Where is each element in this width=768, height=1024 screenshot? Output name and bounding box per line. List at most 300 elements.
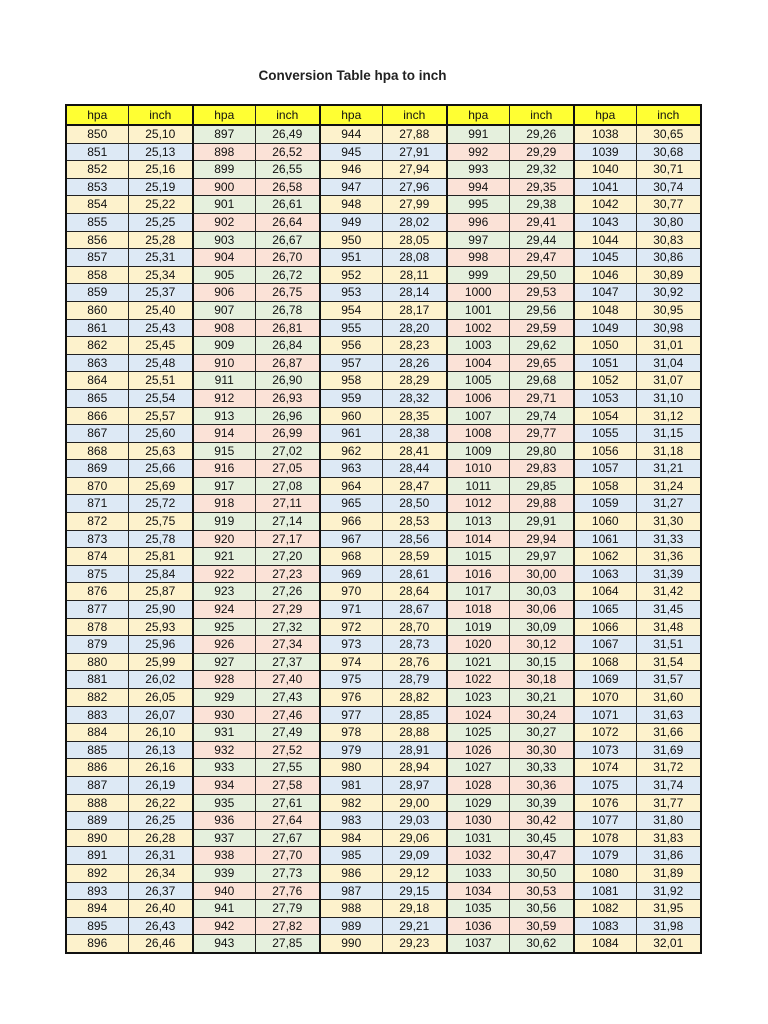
inch-cell: 27,34 [255,636,320,654]
hpa-cell: 989 [320,917,382,935]
hpa-cell: 945 [320,143,382,161]
inch-cell: 25,13 [128,143,193,161]
hpa-cell: 864 [66,372,128,390]
table-row [66,266,701,284]
inch-cell: 29,12 [382,864,447,882]
inch-cell: 29,23 [382,935,447,953]
hpa-cell: 861 [66,319,128,337]
inch-cell: 28,97 [382,776,447,794]
inch-cell: 26,96 [255,407,320,425]
inch-cell: 30,15 [509,653,574,671]
inch-cell: 26,10 [128,724,193,742]
hpa-cell: 898 [193,143,255,161]
hpa-cell: 908 [193,319,255,337]
column-header-inch: inch [509,105,574,125]
hpa-cell: 1050 [574,337,636,355]
hpa-cell: 966 [320,513,382,531]
inch-cell: 30,36 [509,776,574,794]
hpa-cell: 1012 [447,495,509,513]
hpa-cell: 950 [320,231,382,249]
hpa-cell: 1031 [447,829,509,847]
inch-cell: 30,39 [509,794,574,812]
inch-cell: 28,50 [382,495,447,513]
hpa-cell: 1009 [447,442,509,460]
inch-cell: 25,43 [128,319,193,337]
inch-cell: 28,41 [382,442,447,460]
inch-cell: 29,77 [509,425,574,443]
table-row [66,372,701,390]
inch-cell: 29,88 [509,495,574,513]
inch-cell: 25,19 [128,178,193,196]
inch-cell: 28,14 [382,284,447,302]
column-header-hpa: hpa [320,105,382,125]
inch-cell: 29,59 [509,319,574,337]
hpa-cell: 947 [320,178,382,196]
inch-cell: 31,51 [636,636,701,654]
inch-cell: 28,91 [382,741,447,759]
inch-cell: 28,17 [382,301,447,319]
inch-cell: 29,85 [509,477,574,495]
inch-cell: 31,89 [636,864,701,882]
hpa-cell: 1007 [447,407,509,425]
hpa-cell: 955 [320,319,382,337]
hpa-cell: 973 [320,636,382,654]
inch-cell: 28,26 [382,354,447,372]
hpa-cell: 954 [320,301,382,319]
inch-cell: 27,70 [255,847,320,865]
hpa-cell: 934 [193,776,255,794]
table-row [66,864,701,882]
hpa-cell: 1057 [574,460,636,478]
hpa-cell: 893 [66,882,128,900]
inch-cell: 28,67 [382,601,447,619]
inch-cell: 28,85 [382,706,447,724]
hpa-cell: 951 [320,249,382,267]
hpa-cell: 858 [66,266,128,284]
inch-cell: 25,25 [128,213,193,231]
hpa-cell: 1059 [574,495,636,513]
inch-cell: 28,73 [382,636,447,654]
table-row [66,653,701,671]
inch-cell: 29,80 [509,442,574,460]
inch-cell: 27,58 [255,776,320,794]
inch-cell: 26,93 [255,389,320,407]
inch-cell: 30,65 [636,125,701,143]
hpa-cell: 983 [320,812,382,830]
hpa-cell: 1044 [574,231,636,249]
hpa-cell: 920 [193,530,255,548]
hpa-cell: 851 [66,143,128,161]
inch-cell: 31,39 [636,565,701,583]
inch-cell: 27,64 [255,812,320,830]
hpa-cell: 1035 [447,900,509,918]
hpa-cell: 883 [66,706,128,724]
inch-cell: 27,79 [255,900,320,918]
hpa-cell: 877 [66,601,128,619]
hpa-cell: 957 [320,354,382,372]
inch-cell: 31,98 [636,917,701,935]
table-row [66,143,701,161]
inch-cell: 29,38 [509,196,574,214]
hpa-cell: 868 [66,442,128,460]
inch-cell: 28,11 [382,266,447,284]
hpa-cell: 1013 [447,513,509,531]
hpa-cell: 876 [66,583,128,601]
table-row [66,161,701,179]
inch-cell: 28,20 [382,319,447,337]
inch-cell: 30,83 [636,231,701,249]
inch-cell: 25,48 [128,354,193,372]
hpa-cell: 856 [66,231,128,249]
hpa-cell: 899 [193,161,255,179]
hpa-cell: 931 [193,724,255,742]
inch-cell: 28,53 [382,513,447,531]
hpa-cell: 903 [193,231,255,249]
hpa-cell: 928 [193,671,255,689]
hpa-cell: 1027 [447,759,509,777]
inch-cell: 30,68 [636,143,701,161]
inch-cell: 30,80 [636,213,701,231]
inch-cell: 31,21 [636,460,701,478]
hpa-cell: 1058 [574,477,636,495]
hpa-cell: 1046 [574,266,636,284]
hpa-cell: 910 [193,354,255,372]
hpa-cell: 922 [193,565,255,583]
hpa-cell: 978 [320,724,382,742]
table-row [66,530,701,548]
inch-cell: 31,54 [636,653,701,671]
hpa-cell: 859 [66,284,128,302]
inch-cell: 31,57 [636,671,701,689]
hpa-cell: 875 [66,565,128,583]
hpa-cell: 1011 [447,477,509,495]
hpa-cell: 1010 [447,460,509,478]
table-row [66,125,701,143]
table-row [66,900,701,918]
inch-cell: 30,09 [509,618,574,636]
inch-cell: 27,08 [255,477,320,495]
hpa-cell: 1034 [447,882,509,900]
hpa-cell: 981 [320,776,382,794]
inch-cell: 31,15 [636,425,701,443]
table-row [66,477,701,495]
hpa-cell: 979 [320,741,382,759]
table-row [66,759,701,777]
table-row [66,671,701,689]
hpa-cell: 968 [320,548,382,566]
hpa-cell: 938 [193,847,255,865]
inch-cell: 29,83 [509,460,574,478]
hpa-cell: 894 [66,900,128,918]
hpa-cell: 933 [193,759,255,777]
inch-cell: 26,75 [255,284,320,302]
inch-cell: 28,59 [382,548,447,566]
inch-cell: 29,00 [382,794,447,812]
inch-cell: 29,97 [509,548,574,566]
inch-cell: 30,71 [636,161,701,179]
inch-cell: 31,42 [636,583,701,601]
hpa-cell: 1028 [447,776,509,794]
inch-cell: 30,33 [509,759,574,777]
hpa-cell: 960 [320,407,382,425]
hpa-cell: 895 [66,917,128,935]
inch-cell: 30,53 [509,882,574,900]
hpa-cell: 1037 [447,935,509,953]
inch-cell: 25,28 [128,231,193,249]
inch-cell: 30,59 [509,917,574,935]
hpa-cell: 896 [66,935,128,953]
table-row [66,319,701,337]
inch-cell: 30,00 [509,565,574,583]
table-row [66,460,701,478]
inch-cell: 25,10 [128,125,193,143]
column-header-inch: inch [255,105,320,125]
hpa-cell: 993 [447,161,509,179]
hpa-cell: 986 [320,864,382,882]
inch-cell: 27,05 [255,460,320,478]
hpa-cell: 1053 [574,389,636,407]
hpa-cell: 1065 [574,601,636,619]
inch-cell: 31,60 [636,689,701,707]
inch-cell: 27,43 [255,689,320,707]
inch-cell: 30,77 [636,196,701,214]
inch-cell: 27,02 [255,442,320,460]
inch-cell: 28,56 [382,530,447,548]
inch-cell: 26,87 [255,354,320,372]
hpa-cell: 930 [193,706,255,724]
hpa-cell: 909 [193,337,255,355]
hpa-cell: 863 [66,354,128,372]
table-row [66,618,701,636]
hpa-cell: 914 [193,425,255,443]
hpa-cell: 887 [66,776,128,794]
inch-cell: 26,70 [255,249,320,267]
inch-cell: 30,47 [509,847,574,865]
hpa-cell: 1075 [574,776,636,794]
hpa-cell: 1049 [574,319,636,337]
hpa-cell: 923 [193,583,255,601]
hpa-cell: 1072 [574,724,636,742]
hpa-cell: 961 [320,425,382,443]
hpa-cell: 926 [193,636,255,654]
inch-cell: 29,68 [509,372,574,390]
inch-cell: 31,45 [636,601,701,619]
hpa-cell: 1083 [574,917,636,935]
inch-cell: 27,32 [255,618,320,636]
hpa-cell: 965 [320,495,382,513]
hpa-cell: 919 [193,513,255,531]
inch-cell: 31,12 [636,407,701,425]
hpa-cell: 881 [66,671,128,689]
inch-cell: 29,21 [382,917,447,935]
hpa-cell: 996 [447,213,509,231]
hpa-cell: 915 [193,442,255,460]
table-row [66,829,701,847]
table-row [66,213,701,231]
inch-cell: 29,56 [509,301,574,319]
inch-cell: 29,32 [509,161,574,179]
inch-cell: 31,66 [636,724,701,742]
inch-cell: 25,63 [128,442,193,460]
hpa-cell: 1002 [447,319,509,337]
hpa-cell: 962 [320,442,382,460]
inch-cell: 30,98 [636,319,701,337]
inch-cell: 26,31 [128,847,193,865]
inch-cell: 27,37 [255,653,320,671]
hpa-cell: 870 [66,477,128,495]
table-row [66,407,701,425]
hpa-cell: 985 [320,847,382,865]
hpa-cell: 939 [193,864,255,882]
hpa-cell: 882 [66,689,128,707]
hpa-cell: 1001 [447,301,509,319]
inch-cell: 25,81 [128,548,193,566]
table-row [66,812,701,830]
inch-cell: 27,23 [255,565,320,583]
hpa-cell: 871 [66,495,128,513]
inch-cell: 31,36 [636,548,701,566]
hpa-cell: 982 [320,794,382,812]
hpa-cell: 1070 [574,689,636,707]
hpa-cell: 1015 [447,548,509,566]
inch-cell: 31,77 [636,794,701,812]
inch-cell: 31,74 [636,776,701,794]
inch-cell: 32,01 [636,935,701,953]
inch-cell: 26,07 [128,706,193,724]
hpa-cell: 867 [66,425,128,443]
inch-cell: 26,25 [128,812,193,830]
table-row [66,724,701,742]
hpa-cell: 956 [320,337,382,355]
hpa-cell: 872 [66,513,128,531]
hpa-cell: 972 [320,618,382,636]
hpa-cell: 1069 [574,671,636,689]
hpa-cell: 1041 [574,178,636,196]
hpa-cell: 929 [193,689,255,707]
hpa-cell: 1051 [574,354,636,372]
hpa-cell: 990 [320,935,382,953]
hpa-cell: 946 [320,161,382,179]
column-header-hpa: hpa [574,105,636,125]
inch-cell: 30,86 [636,249,701,267]
table-row [66,776,701,794]
inch-cell: 27,73 [255,864,320,882]
hpa-cell: 976 [320,689,382,707]
table-row [66,689,701,707]
hpa-cell: 935 [193,794,255,812]
hpa-cell: 1021 [447,653,509,671]
hpa-cell: 885 [66,741,128,759]
inch-cell: 25,66 [128,460,193,478]
hpa-cell: 854 [66,196,128,214]
hpa-cell: 912 [193,389,255,407]
inch-cell: 26,49 [255,125,320,143]
inch-cell: 30,06 [509,601,574,619]
hpa-cell: 873 [66,530,128,548]
table-row [66,495,701,513]
hpa-cell: 897 [193,125,255,143]
hpa-cell: 1005 [447,372,509,390]
column-header-inch: inch [636,105,701,125]
hpa-cell: 963 [320,460,382,478]
hpa-cell: 913 [193,407,255,425]
inch-cell: 27,91 [382,143,447,161]
inch-cell: 26,72 [255,266,320,284]
hpa-cell: 943 [193,935,255,953]
inch-cell: 30,21 [509,689,574,707]
hpa-cell: 1025 [447,724,509,742]
inch-cell: 30,92 [636,284,701,302]
inch-cell: 26,05 [128,689,193,707]
hpa-cell: 941 [193,900,255,918]
hpa-cell: 924 [193,601,255,619]
inch-cell: 27,49 [255,724,320,742]
inch-cell: 29,41 [509,213,574,231]
table-row [66,337,701,355]
table-row [66,601,701,619]
inch-cell: 27,88 [382,125,447,143]
inch-cell: 28,23 [382,337,447,355]
inch-cell: 25,40 [128,301,193,319]
hpa-cell: 927 [193,653,255,671]
inch-cell: 26,34 [128,864,193,882]
hpa-cell: 1026 [447,741,509,759]
hpa-cell: 1036 [447,917,509,935]
inch-cell: 25,69 [128,477,193,495]
inch-cell: 25,37 [128,284,193,302]
hpa-cell: 977 [320,706,382,724]
inch-cell: 28,94 [382,759,447,777]
hpa-cell: 925 [193,618,255,636]
inch-cell: 27,99 [382,196,447,214]
inch-cell: 27,85 [255,935,320,953]
inch-cell: 27,11 [255,495,320,513]
inch-cell: 26,61 [255,196,320,214]
inch-cell: 25,60 [128,425,193,443]
hpa-cell: 1045 [574,249,636,267]
hpa-cell: 879 [66,636,128,654]
hpa-cell: 892 [66,864,128,882]
inch-cell: 30,45 [509,829,574,847]
inch-cell: 25,34 [128,266,193,284]
inch-cell: 26,16 [128,759,193,777]
hpa-cell: 949 [320,213,382,231]
inch-cell: 30,12 [509,636,574,654]
hpa-cell: 1064 [574,583,636,601]
inch-cell: 31,01 [636,337,701,355]
hpa-cell: 942 [193,917,255,935]
hpa-cell: 988 [320,900,382,918]
hpa-cell: 1082 [574,900,636,918]
inch-cell: 31,80 [636,812,701,830]
inch-cell: 28,29 [382,372,447,390]
inch-cell: 30,56 [509,900,574,918]
hpa-cell: 891 [66,847,128,865]
hpa-cell: 997 [447,231,509,249]
table-row [66,741,701,759]
hpa-cell: 964 [320,477,382,495]
hpa-cell: 917 [193,477,255,495]
inch-cell: 25,51 [128,372,193,390]
hpa-cell: 1079 [574,847,636,865]
inch-cell: 27,17 [255,530,320,548]
hpa-cell: 1081 [574,882,636,900]
inch-cell: 26,99 [255,425,320,443]
inch-cell: 27,26 [255,583,320,601]
hpa-cell: 1040 [574,161,636,179]
inch-cell: 26,37 [128,882,193,900]
hpa-cell: 1004 [447,354,509,372]
